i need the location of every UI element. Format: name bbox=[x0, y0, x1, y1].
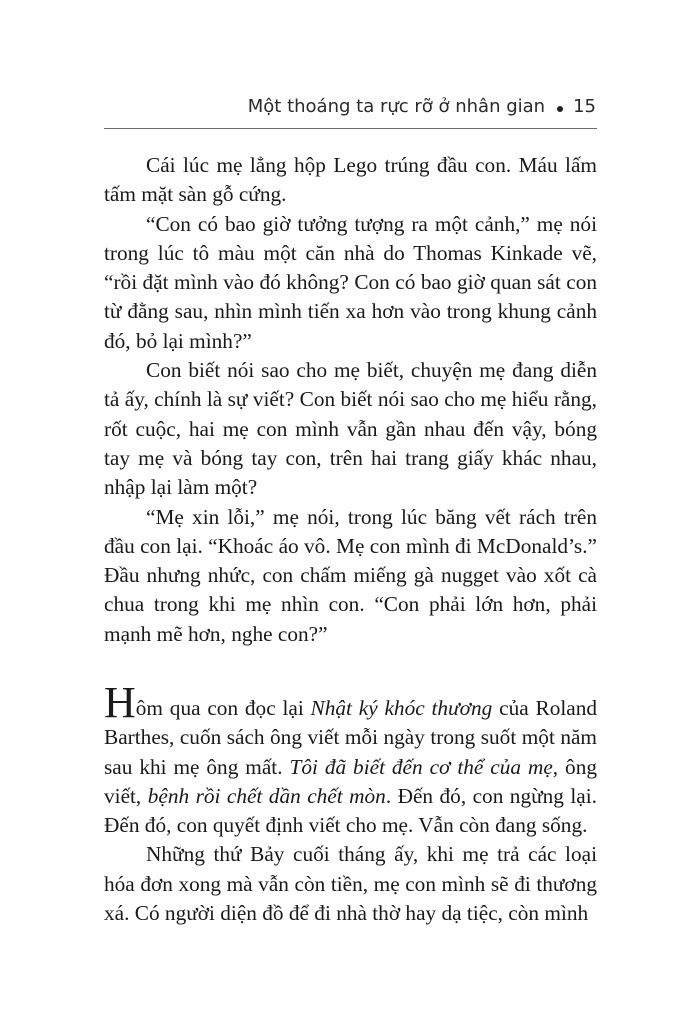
section-1 bbox=[104, 151, 597, 649]
paragraph-5-text-c: , ông viết, bbox=[104, 754, 597, 808]
book-title: Nhật ký khóc thương bbox=[310, 696, 493, 720]
page-number: 15 bbox=[573, 96, 596, 117]
drop-cap: H bbox=[104, 678, 136, 727]
quote-2: bệnh rồi chết dần chết mòn bbox=[147, 783, 386, 808]
paragraph-5-text-d: . Đến đó, con ngừng lại. Đến đó, con quyết định viết cho mẹ. Vẫn còn đang sống. bbox=[104, 783, 598, 838]
paragraph-5-text-b: của Roland Barthes, cuốn sách ông viết mỗi ngày trong suốt một năm sau khi mẹ ông mất. bbox=[104, 696, 598, 779]
paragraph-1: Cái lúc mẹ lẳng hộp Lego trúng đầu con. Máu lấm tấm mặt sàn gỗ cứng. bbox=[104, 153, 597, 207]
paragraph-6: Những thứ Bảy cuối tháng ấy, khi mẹ trả các loại hóa đơn xong mà vẫn còn tiền, mẹ con mình sẽ đi thương xá. Có người diện đồ để đi nhà thờ hay dạ tiệc, còn mình bbox=[104, 842, 597, 926]
chapter-title: Một thoáng ta rực rỡ ở nhân gian bbox=[247, 96, 546, 117]
running-header bbox=[104, 96, 596, 117]
section-2 bbox=[104, 678, 598, 928]
header-rule bbox=[104, 128, 597, 129]
paragraph-2: “Con có bao giờ tưởng tượng ra một cảnh,” mẹ nói trong lúc tô màu một căn nhà do Thomas Kinkade vẽ, “rồi đặt mình vào đó không? Con có bao giờ quan sát con từ đằng sau, nhìn mình tiến xa hơn vào trong khung cảnh đó, bỏ lại mình?” bbox=[104, 211, 597, 353]
quote-1: Tôi đã biết đến cơ thể của mẹ bbox=[289, 754, 553, 779]
paragraph-4: “Mẹ xin lỗi,” mẹ nói, trong lúc băng vết rách trên đầu con lại. “Khoác áo vô. Mẹ con mình đi McDonald’s.” Đầu nhưng nhức, con chấm miếng gà nugget vào xốt cà chua trong khi mẹ nhìn con. “Con phải lớn hơn, phải mạnh mẽ hơn, nghe con?” bbox=[104, 504, 597, 646]
paragraph-3: Con biết nói sao cho mẹ biết, chuyện mẹ đang diễn tả ấy, chính là sự viết? Con biết nói sao cho mẹ hiểu rằng, rốt cuộc, hai mẹ con mình vẫn gần nhau đến vậy, bóng tay mẹ và bóng tay con, trên hai trang giấy khác nhau, nhập lại làm một? bbox=[104, 358, 597, 500]
paragraph-5 bbox=[104, 678, 598, 840]
header-bullet-separator bbox=[557, 106, 563, 112]
paragraph-5-text-a: ôm qua con đọc lại bbox=[135, 696, 311, 720]
